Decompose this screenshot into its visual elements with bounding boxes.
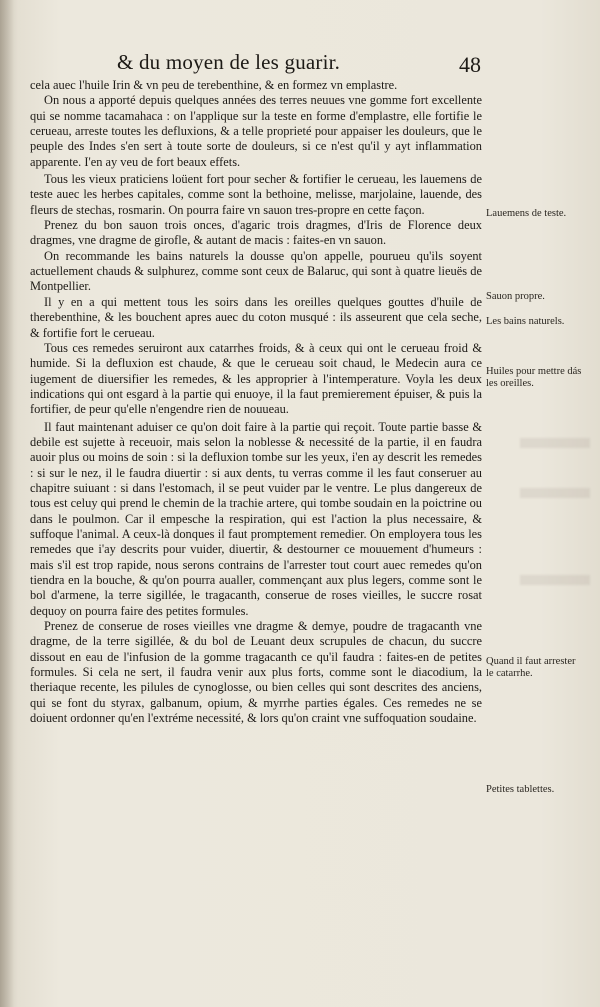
running-title: & du moyen de les guarir. [117, 50, 341, 74]
paragraph-huile-oreilles: Il y en a qui mettent tous les soirs dans les oreilles quelques gouttes d'huile de therebenthine, & les bouchent apres auec du coton musqué : ils asseurent que cela seche, & fortifie fort le cerueau. [30, 294, 482, 340]
main-text-column [30, 78, 482, 726]
gutter-shadow [0, 0, 14, 1007]
paragraph-bains: On recommande les bains naturels la dousse qu'on appelle, pourueu qu'ils soyent actuellement chauds & sulphurez, comme sont ceux de Balaruc, qui sont à quatre lieuës de Montpellier. [30, 248, 482, 294]
margin-note-tablettes: Petites tablettes. [486, 784, 555, 795]
margin-note-catarrhe: Quand il faut arrester le catarrhe. [486, 656, 576, 679]
paragraph-tacamahaca: On nous a apporté depuis quelques années des terres neuues vne gomme fort excellente qui se nomme tacamahaca : on l'applique sur la teste en forme d'emplastre, elle fortifie le cerueau, arreste toutes les defluxions, & a telle proprieté pour appaiser les douleurs, que le peuple des Indes s'en sert à toute sorte de douleurs, si ce n'est qu'il y ayt inflammation apparente. I'en ay veu de fort beaux effets. [30, 93, 482, 169]
bleed-through-mark [520, 575, 590, 585]
paragraph-conserue-recipe: Prenez de conserue de roses vieilles vne dragme & demye, poudre de tragacanth vne dragme, de la terre sigillée, & du bol de Leuant deux scrupules de chacun, du succre dissout en eau de l'infusion de la gomme tragacanth ce qu'il faudra : faites-en de petites formules. Si cela ne sert, il faudra venir aux plus forts, comme sont le diacodium, la theriaque recente, les pilules de cynoglosse, ou bien celles qui sont descrites des anciens, qui se font du styrax, galbanum, opium, & myrrhe parties égales. Ces remedes ne se doiuent ordonner qu'en l'extréme necessité, & lors qu'on craint vne suffoquation soudaine. [30, 619, 482, 726]
paragraph-catarrhes-froids: Tous ces remedes seruiront aux catarrhes froids, & à ceux qui ont le cerueau froid & humide. Si la defluxion est chaude, & que le cerueau soit chaud, le Medecin aura ce iugement de diuersifier les remedes, & les approprier à l'intemperature. Voyla les deux indications qui ont esgard à la partie qui enuoye, il la faut premierement épuiser, & puis la fortifier, de peur qu'elle n'engendre rien de nouueau. [30, 340, 482, 417]
bleed-through-mark [520, 438, 590, 448]
margin-note-bains: Les bains naturels. [486, 316, 565, 327]
paragraph-sauon-recipe: Prenez du bon sauon trois onces, d'agaric trois dragmes, d'Iris de Florence deux dragmes, vne dragme de girofle, & autant de macis : faites-en vn sauon. [30, 218, 482, 248]
margin-note-lauemens: Lauemens de teste. [486, 208, 567, 219]
margin-note-sauon: Sauon propre. [486, 291, 545, 302]
paragraph-lauemens: Tous les vieux praticiens loüent fort pour secher & fortifier le cerueau, les lauemens de teste auec les herbes capitales, comme sont la bethoine, melisse, marjolaine, lauende, des fleurs de stechas, rosmarin. On pourra faire vn sauon tres-propre en cette façon. [30, 172, 482, 217]
bleed-through-mark [520, 488, 590, 498]
paragraph-continuation: cela auec l'huile Irin & vn peu de terebenthine, & en formez vn emplastre. [30, 78, 398, 92]
page-number: 48 [459, 52, 481, 77]
paragraph-partie-reçoit: Il faut maintenant aduiser ce qu'on doit faire à la partie qui reçoit. Toute partie basse & debile est sujette à receuoir, mais selon la noblesse & necessité de la partie, il en faudra auoir plus ou moins de soin : si la defluxion tombe sur les yeux, i'en ay descrit les remedes : si sur le nez, il le faudra diuertir : si aux dents, tu verras comme il les faut conseruer au chapitre suiuant : si dans l'estomach, il se peut vuider par le ventre. Le plus dangereux de tous est celuy qui prend le chemin de la trachie artere, qui tombe soudain en la poictrine ou dans le poulmon. Car il empesche la respiration, qui est l'action la plus necessaire, & suffoque l'animal. A ceux-là donques il faut promptement remedier. On employera tous les remedes que i'ay descrits pour vuider, diuertir, & destourner ce mouuement d'humeurs : mais s'il est trop rapide, nous serons contrains de l'arrester tout court auec remedes qu'on tiendra en la bouche, & qu'on pourra aualler, commençant aux plus legers, comme sont le bol d'armene, la terre sigillée, le tragacanth, conserue de roses vieilles, le succre rosat dequoy on pourra faire des petites formules. [30, 419, 482, 618]
margin-notes [486, 0, 596, 1007]
margin-note-huiles: Huiles pour mettre dás les oreilles. [486, 366, 582, 389]
